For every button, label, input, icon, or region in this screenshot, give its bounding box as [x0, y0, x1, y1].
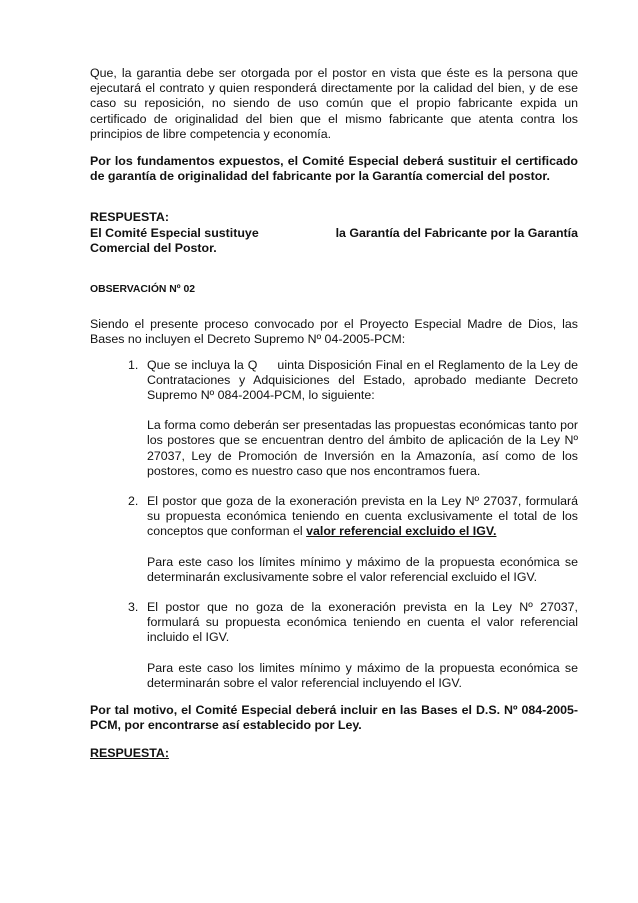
numbered-list	[90, 357, 582, 691]
response-text-left: El Comité Especial sustituye	[90, 225, 259, 240]
list-number: 1.	[128, 357, 139, 372]
list-item	[90, 600, 578, 691]
list-item-text	[147, 494, 578, 540]
paragraph-proceso: Siendo el presente proceso convocado por el Proyecto Especial Madre de Dios, las Bases no incluyen el Decreto Supremo Nº 04-2005-PCM:	[90, 317, 578, 347]
response-block-1	[90, 210, 578, 256]
list-item-text-emphasis: valor referencial excluido el IGV.	[306, 524, 497, 539]
response-text-line2: Comercial del Postor.	[90, 240, 217, 255]
list-item	[90, 494, 578, 585]
response-text-right: la Garantía del Fabricante por la Garantía	[335, 225, 578, 240]
paragraph-guarantee: Que, la garantia debe ser otorgada por el postor en vista que éste es la persona que ejecutará el contrato y quien responderá directamente por la calidad del bien, y de ese caso su reposición, no siendo de uso común que el propio fabricante expida un certificado de originalidad del bien que el mismo fabricante que atenta contra los principios de libre competencia y economía.	[90, 66, 578, 141]
response-line-1	[90, 226, 578, 241]
list-item-text: El postor que no goza de la exoneración prevista en la Ley Nº 27037, formulará su propuesta económica teniendo en cuenta el valor referencial incluido el IGV.	[147, 600, 578, 645]
list-item-subtext: La forma como deberán ser presentadas las propuestas económicas tanto por los postores que se encuentran dentro del ámbito de aplicación de la Ley Nº 27037, Ley de Promoción de Inversión en la Amazonía, así como de los postores, como es nuestro caso que nos encontramos fuera.	[147, 418, 578, 478]
paragraph-motivo: Por tal motivo, el Comité Especial deberá incluir en las Bases el D.S. Nº 084-2005-PCM, por encontrarse así establecido por Ley.	[90, 703, 578, 733]
list-item-text-plain: El postor que goza de la exoneración prevista en la Ley Nº 27037, formulará su propuesta económica teniendo en cuenta exclusivamente el total de los conceptos que conforman el	[147, 494, 578, 539]
response-heading-1: RESPUESTA:	[90, 210, 169, 225]
document-page	[90, 66, 582, 761]
response-heading-2: RESPUESTA:	[90, 745, 169, 760]
list-item-subtext: Para este caso los límites mínimo y máximo de la propuesta económica se determinarán exclusivamente sobre el valor referencial excluido el IGV.	[147, 554, 578, 584]
observation-title: OBSERVACIÓN Nº 02	[90, 284, 196, 296]
list-number: 3.	[128, 600, 139, 615]
paragraph-fundamentos: Por los fundamentos expuestos, el Comité Especial deberá sustituir el certificado de garantía de originalidad del fabricante por la Garantía comercial del postor.	[90, 154, 578, 184]
list-number: 2.	[128, 494, 139, 509]
list-item-text: Que se incluya la Q uinta Disposición Final en el Reglamento de la Ley de Contrataciones y Adquisiciones del Estado, aprobado mediante Decreto Supremo Nº 084-2004-PCM, lo siguiente:	[147, 357, 582, 403]
list-item	[90, 357, 582, 479]
list-item-subtext: Para este caso los limites mínimo y máximo de la propuesta económica se determinarán sobre el valor referencial incluyendo el IGV.	[147, 660, 578, 690]
